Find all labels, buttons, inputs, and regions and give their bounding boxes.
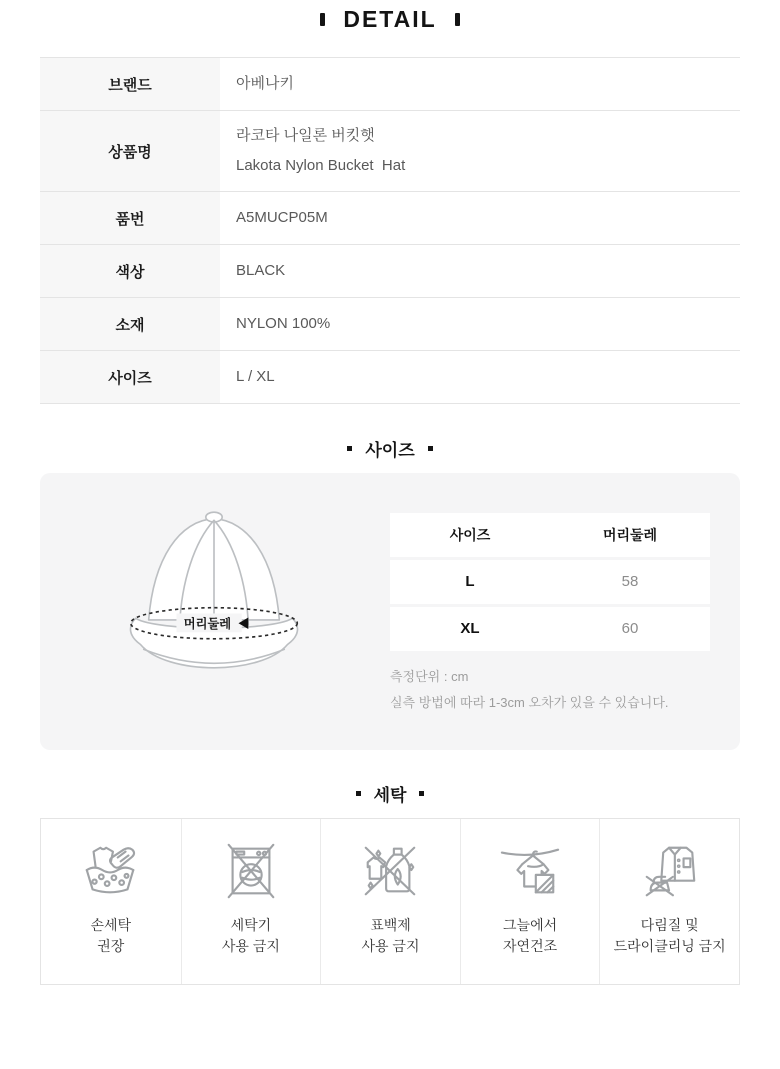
care-label: 표백제 사용 금지 [361,917,420,954]
no-iron-dryclean-icon [636,838,704,904]
note-unit: 측정단위 : cm [390,669,469,684]
care-label: 세탁기 사용 금지 [221,917,280,954]
heading-bullet-left [347,446,352,451]
row-value: L / XL [236,368,275,385]
note-tolerance: 실측 방법에 따라 1-3cm 오차가 있을 수 있습니다. [390,695,669,710]
table-row-item-no [40,192,740,245]
table-row-color [40,245,740,298]
row-label: 브랜드 [40,58,220,110]
size-info [390,513,710,716]
heading-bullet-left [356,791,361,796]
row-value: NYLON 100% [236,315,331,332]
row-label: 사이즈 [40,351,220,403]
no-machine-wash-icon [217,838,285,904]
care-instructions-box [40,818,740,985]
care-item-no-machine-wash [181,819,321,984]
size-cell: L [465,573,475,590]
size-cell: XL [460,620,480,637]
care-item-no-bleach [320,819,460,984]
care-item-shade-dry [460,819,600,984]
table-row-material [40,298,740,351]
table-row-size [40,351,740,404]
size-panel [40,473,740,750]
size-notes [390,664,710,716]
title-bar-right [455,13,460,26]
row-label: 품번 [40,192,220,244]
cap-front-view-icon [116,507,312,715]
product-name-kr: 라코타 나일론 버킷햇 [236,127,375,144]
care-section-heading [0,781,780,806]
cap-measure-label: 머리둘레 [183,617,232,632]
product-name-en: Lakota Nylon Bucket Hat [236,157,406,174]
size-chart-header [390,513,710,557]
no-bleach-icon [356,838,424,904]
cap-illustration [116,507,312,715]
row-label: 색상 [40,245,220,297]
heading-bullet-right [419,791,424,796]
table-row-product-name [40,111,740,192]
detail-table [40,57,740,404]
col-header-circumference: 머리둘레 [602,527,658,543]
heading-bullet-right [428,446,433,451]
value-cell: 60 [621,620,639,637]
row-value: 아베나키 [236,75,294,92]
page-title-text: DETAIL [343,5,437,32]
care-item-no-iron-dryclean [599,819,739,984]
size-chart-row-xl [390,607,710,651]
row-value [220,111,740,191]
value-cell: 58 [621,573,639,590]
row-value: A5MUCP05M [236,209,328,226]
care-item-hand-wash [41,819,181,984]
col-header-size: 사이즈 [449,527,491,543]
hand-wash-icon [77,838,145,904]
care-label: 손세탁 권장 [90,917,132,954]
care-label: 다림질 및 드라이클리닝 금지 [613,917,726,954]
page-title [0,0,780,34]
row-label: 상품명 [40,111,220,191]
size-chart-row-l [390,560,710,604]
size-chart-table [390,513,710,651]
care-heading-text: 세탁 [373,786,407,805]
row-label: 소재 [40,298,220,350]
size-heading-text: 사이즈 [365,441,415,460]
table-row-brand [40,58,740,111]
shade-dry-icon [496,838,564,904]
size-section-heading [0,436,780,461]
row-value: BLACK [236,262,286,279]
title-bar-left [320,13,325,26]
care-label: 그늘에서 자연건조 [503,917,558,954]
